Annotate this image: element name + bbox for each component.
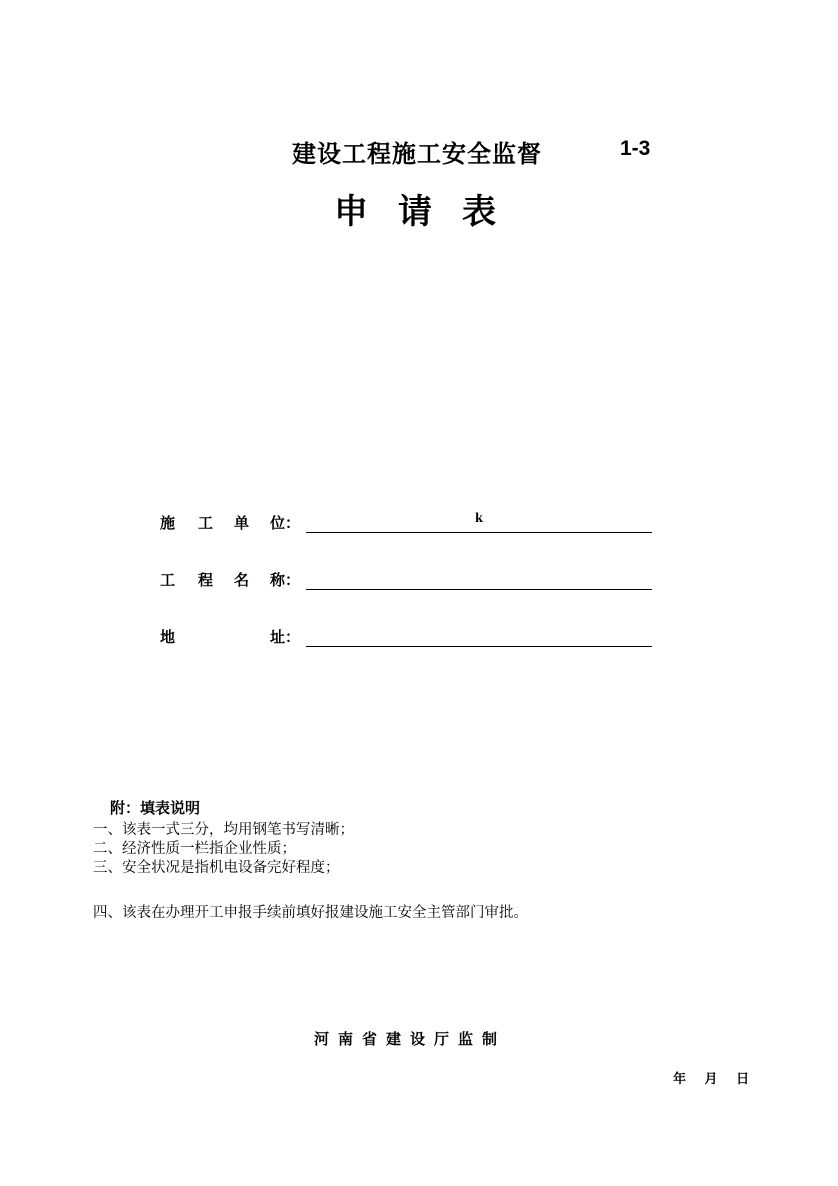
label-char: 址： — [270, 628, 301, 646]
note-item: 三、安全状况是指机电设备完好程度； — [93, 860, 340, 876]
date-day: 日 — [736, 1072, 751, 1087]
label-char: 工 — [198, 514, 214, 532]
label-char: 程 — [198, 571, 214, 589]
issuer-text: 河南省建设厅监制 — [314, 1030, 507, 1048]
date-year: 年 — [673, 1072, 688, 1087]
address-field[interactable] — [306, 626, 652, 647]
date-month: 月 — [704, 1072, 719, 1087]
project-name-field[interactable] — [306, 569, 652, 590]
label-char: 称： — [270, 571, 301, 589]
label-char: 工 — [160, 571, 176, 589]
label-char: 单 — [234, 514, 250, 532]
form-number: 1-3 — [620, 137, 651, 160]
construction-unit-field[interactable]: k — [306, 512, 652, 533]
note-item: 二、经济性质一栏指企业性质； — [93, 841, 296, 857]
form-subtitle: 申请表 — [334, 192, 526, 232]
label-char: 位： — [270, 514, 301, 532]
form-title: 建设工程施工安全监督 — [292, 140, 542, 168]
label-char: 地 — [160, 628, 176, 646]
notes-title: 附：填表说明 — [110, 799, 201, 817]
note-item: 一、该表一式三分，均用钢笔书写清晰； — [93, 822, 354, 838]
date-line — [673, 1068, 750, 1087]
label-char: 名 — [234, 571, 250, 589]
label-char: 施 — [160, 514, 176, 532]
note-item: 四、该表在办理开工申报手续前填好报建设施工安全主管部门审批。 — [93, 905, 528, 921]
